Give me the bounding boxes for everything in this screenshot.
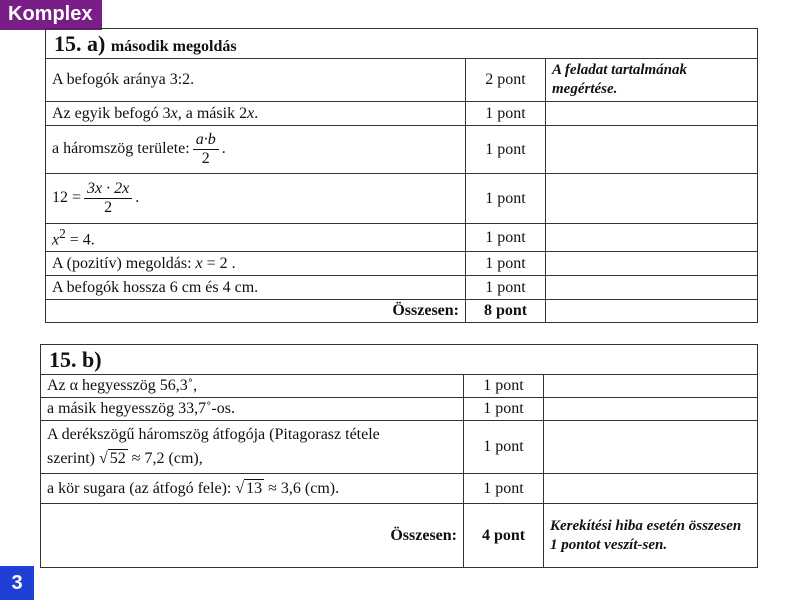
step-note — [544, 375, 758, 398]
step-points: 1 pont — [466, 174, 546, 224]
table-row — [46, 252, 758, 276]
rounding-note: Kerekítési hiba esetén összesen 1 pontot veszít-sen. — [544, 504, 758, 568]
table-row — [46, 59, 758, 102]
part-a-table — [45, 28, 758, 323]
step-note — [544, 398, 758, 421]
total-points: 4 pont — [464, 504, 544, 568]
area-fraction: $\frac{a\cdot b}{2}$ — [193, 131, 219, 168]
table-row — [41, 474, 758, 504]
step-points: 1 pont — [464, 375, 544, 398]
step-note — [546, 126, 758, 174]
step-text: a másik hegyesszög 33,7˚-os. — [41, 398, 464, 421]
step-points: 2 pont — [466, 59, 546, 102]
step-points: 1 pont — [466, 126, 546, 174]
page-number: 3 — [0, 566, 34, 600]
total-label: Összesen: — [46, 300, 466, 323]
step-note — [546, 224, 758, 252]
total-label: Összesen: — [41, 504, 464, 568]
komplex-badge: Komplex — [0, 0, 102, 30]
part-a-heading — [46, 29, 758, 59]
step-text: a kör sugara (az átfogó fele): √ 13 ≈ 3,6 (cm). — [41, 474, 464, 504]
step-note — [546, 102, 758, 126]
step-text: $x^2 = 4$. — [46, 224, 466, 252]
part-a-subtitle: második megoldás — [110, 37, 237, 55]
step-note: A feladat tartalmának megértése. — [546, 59, 758, 102]
step-points: 1 pont — [466, 276, 546, 300]
part-b-table — [40, 344, 758, 568]
step-text: A (pozitív) megoldás: x = 2 . — [46, 252, 466, 276]
table-row — [46, 126, 758, 174]
step-points: 1 pont — [464, 474, 544, 504]
step-points: 1 pont — [466, 252, 546, 276]
table-row — [46, 224, 758, 252]
step-text: Az α hegyesszög 56,3˚, — [41, 375, 464, 398]
part-b-heading: 15. b) — [41, 345, 758, 375]
step-note — [544, 474, 758, 504]
step-text: 12 = $\frac{3x \cdot 2x}{2}$ . — [46, 174, 466, 224]
step-note — [546, 252, 758, 276]
table-row — [41, 375, 758, 398]
table-row — [46, 276, 758, 300]
step-note — [546, 300, 758, 323]
step-note — [546, 276, 758, 300]
step-text: a háromszög területe: $\frac{a\cdot b}{2}$ . — [46, 126, 466, 174]
step-points: 1 pont — [466, 102, 546, 126]
total-points: 8 pont — [466, 300, 546, 323]
part-a-number: 15. a) — [54, 30, 106, 56]
part-b-total-row — [41, 504, 758, 568]
table-row — [46, 174, 758, 224]
step-text: A befogók aránya 3:2. — [46, 59, 466, 102]
table-row — [41, 421, 758, 474]
part-b-header-row — [41, 345, 758, 375]
step-points: 1 pont — [466, 224, 546, 252]
part-a-total-row — [46, 300, 758, 323]
equation-fraction: $\frac{3x \cdot 2x}{2}$ — [84, 180, 132, 217]
table-row — [41, 398, 758, 421]
step-note — [546, 174, 758, 224]
part-a-header-row — [46, 29, 758, 59]
step-text: A befogók hossza 6 cm és 4 cm. — [46, 276, 466, 300]
step-points: 1 pont — [464, 398, 544, 421]
step-note — [544, 421, 758, 474]
step-text: Az egyik befogó 3x, a másik 2x. — [46, 102, 466, 126]
table-row — [46, 102, 758, 126]
step-text: A derékszögű háromszög átfogója (Pitagorasz tétele szerint) √ 52 ≈ 7,2 (cm), — [41, 421, 464, 474]
step-points: 1 pont — [464, 421, 544, 474]
